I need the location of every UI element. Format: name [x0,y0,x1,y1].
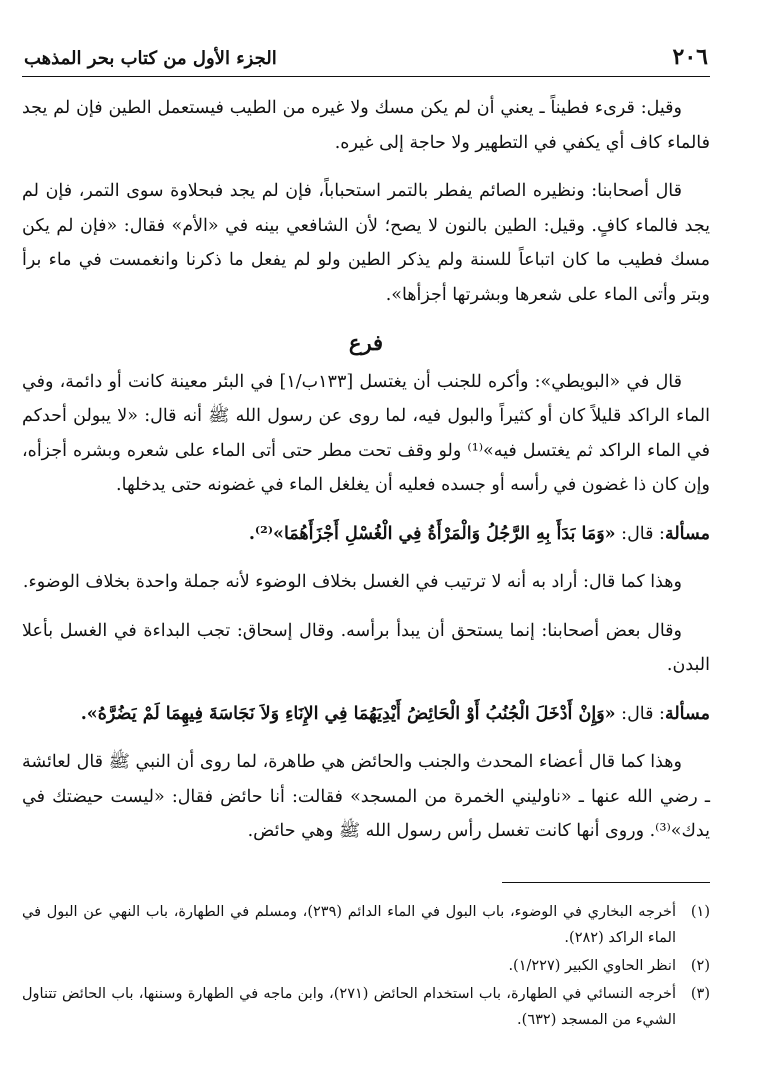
main-text [22,91,710,849]
section-heading: فرع [348,330,384,355]
masala-qal: : قال: [621,703,665,724]
masala-paragraph [22,517,710,552]
footnote-number: (٣) [690,986,710,1002]
paragraph: وقال بعض أصحابنا: إنما يستحق أن يبدأ برأسه. وقال إسحاق: تجب البداءة في الغسل بأعلا البدن. [22,620,710,675]
running-header [22,44,710,77]
footnote [22,981,710,1033]
footnote [22,953,710,979]
book-page [22,44,710,1091]
paragraph: وهذا كما قال: أراد به أنه لا ترتيب في الغسل بخلاف الوضوء لأنه جملة واحدة بخلاف الوضوء. [22,572,682,592]
running-title: الجزء الأول من كتاب بحر المذهب [24,48,277,69]
quoted-text: «وَمَا بَدَأَ بِهِ الرَّجُلُ وَالْمَرْأَةُ فِي الْغُسْلِ أَجْزَأَهُمَا»⁽²⁾. [248,523,616,544]
masala-label: مسألة [664,523,710,544]
footnote-text: أخرجه النسائي في الطهارة، باب استخدام الحائض (٢٧١)، وابن ماجه في الطهارة وسننها، باب الحائض تتناول الشيء من المسجد (٦٣٢). [22,986,676,1028]
masala-paragraph [22,697,710,732]
paragraph: وهذا كما قال أعضاء المحدث والجنب والحائض هي طاهرة، لما روى أن النبي ﷺ قال لعائشة ـ رضي الله عنها ـ «ناوليني الخمرة من المسجد» فقالت: أنا حائض فقال: «ليست حيضتك في يدك»⁽³⁾. وروى أنها كانت تغسل رأس رسول الله ﷺ وهي حائض. [22,752,710,841]
footnote-text: انظر الحاوي الكبير (١/٢٢٧). [508,958,676,974]
paragraph: قال أصحابنا: ونظيره الصائم يفطر بالتمر استحباباً، فإن لم يجد فبحلاوة سوى التمر، فإن لم يجد فالماء كافٍ. وقيل: الطين بالنون لا يصح؛ لأن الشافعي بينه في «الأم» فقال: «فإن لم يكن مسك فطيب ما كان اتباعاً للسنة ولم يذكر الطين ولو لم يفعل ما ذكرنا وانغمست في ماء برأ وبتر وأتى الماء على شعرها وبشرتها أجزأها». [22,181,710,305]
footnote [22,899,710,951]
footnotes [22,882,710,1035]
masala-label: مسألة [664,703,710,724]
footnote-text: أخرجه البخاري في الوضوء، باب البول في الماء الدائم (٢٣٩)، ومسلم في الطهارة، باب النهي عن البول في الماء الراكد (٢٨٢). [22,904,677,946]
quoted-text: «وَإِنْ أَدْخَلَ الْجُنُبُ أَوْ الْحَائِضُ أَيْدِيَهُمَا فِي الإِنَاءِ وَلاَ نَجَاسَةَ فِيهِمَا لَمْ يَضُرَّهُ». [80,703,616,724]
page-number: ٢٠٦ [672,44,708,70]
footnote-divider [502,882,710,883]
footnote-number: (١) [690,904,710,920]
paragraph: قال في «البويطي»: وأكره للجنب أن يغتسل [١٣٣ب/١] في البئر معينة كانت أو دائمة، وفي الماء الراكد قليلاً كان أو كثيراً والبول فيه، لما روى عن رسول الله ﷺ أنه قال: «لا يبولن أحدكم في الماء الراكد ثم يغتسل فيه»⁽¹⁾ ولو وقف تحت مطر حتى أتى الماء على شعره وبشره أجزأه، وإن كان ذا غضون في رأسه أو جسده فعليه أن يغلغل الماء في غضونه حتى يدخلها. [22,371,710,495]
paragraph: وقيل: قرىء فطيناً ـ يعني أن لم يكن مسك ولا غيره من الطيب فيستعمل الطين فإن لم يجد فالماء كاف أي يكفي في التطهير ولا حاجة إلى غيره. [22,98,710,153]
footnote-number: (٢) [690,958,710,974]
masala-qal: : قال: [621,523,665,544]
